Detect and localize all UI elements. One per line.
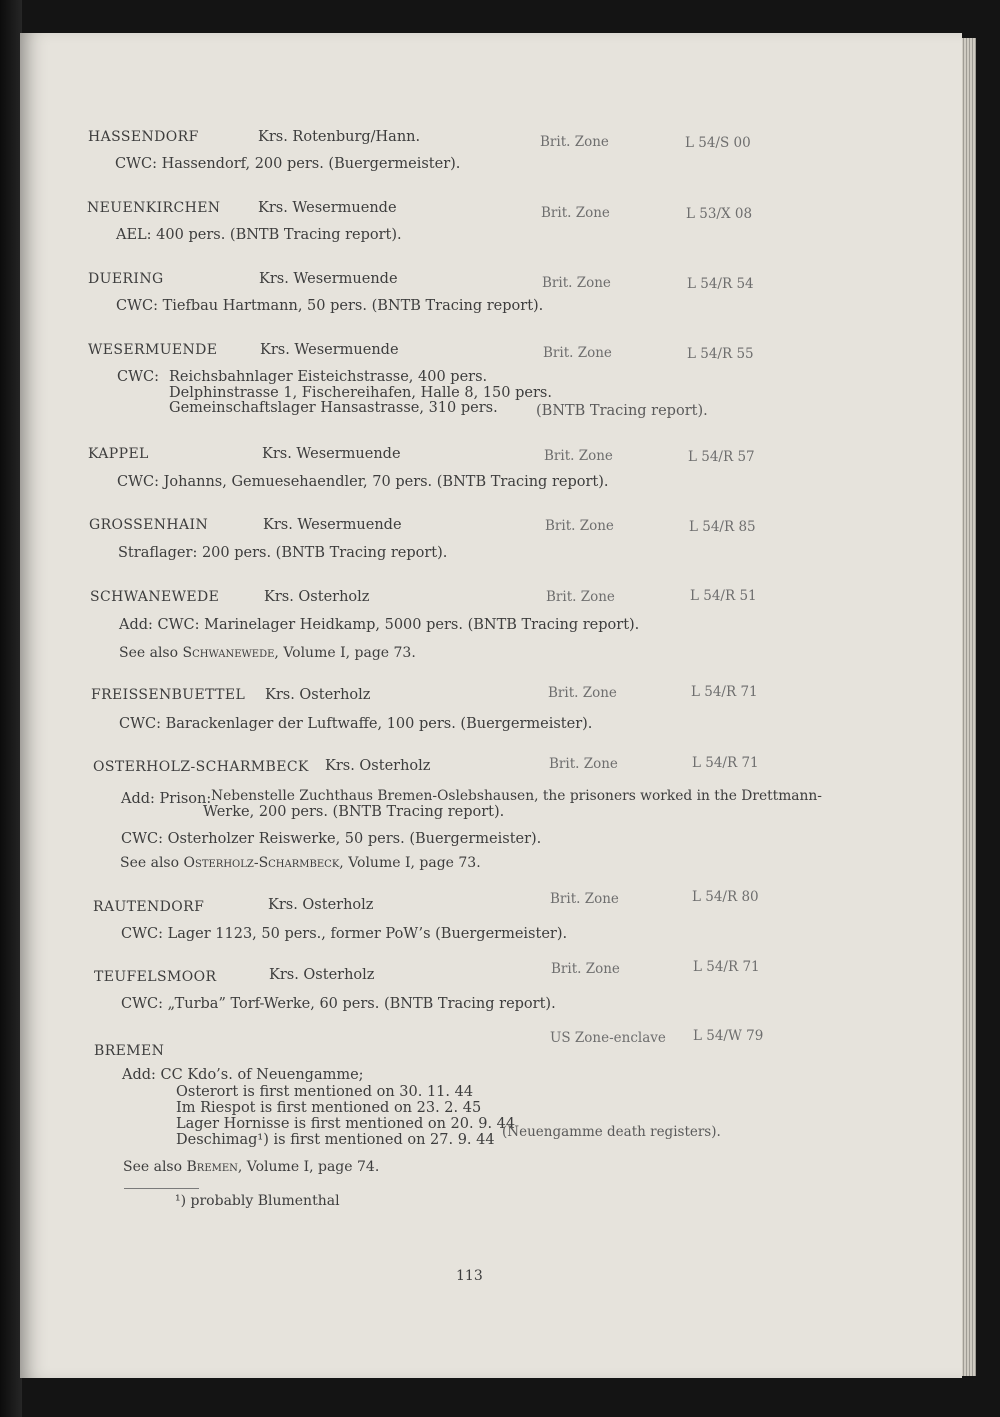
detail-line: Delphinstrasse 1, Fischereihafen, Halle 8, 150 pers. [169, 385, 552, 401]
header-line: Add: CC Kdo’s. of Neuengamme; [122, 1067, 364, 1083]
grid-ref: L 54/R 71 [693, 959, 760, 975]
grid-ref: L 54/S 00 [685, 135, 751, 151]
detail-line: CWC: Osterholzer Reiswerke, 50 pers. (Buergermeister). [121, 831, 542, 847]
district: Krs. Osterholz [264, 589, 370, 605]
zone: Brit. Zone [542, 275, 611, 291]
detail-line: Lager Hornisse is first mentioned on 20. 9. 44 [176, 1116, 516, 1132]
see-also: See also Osterholz-Scharmbeck, Volume I, page 73. [120, 855, 481, 871]
source-note: (Neuengamme death registers). [502, 1124, 721, 1140]
detail-line: CWC: Tiefbau Hartmann, 50 pers. (BNTB Tracing report). [116, 298, 544, 314]
source-note: (BNTB Tracing report). [536, 403, 708, 419]
zone: Brit. Zone [549, 756, 618, 772]
grid-ref: L 54/W 79 [693, 1028, 764, 1044]
district: Krs. Osterholz [325, 758, 431, 774]
district: Krs. Wesermuende [258, 200, 397, 216]
detail-line: Straflager: 200 pers. (BNTB Tracing report). [118, 545, 448, 561]
grid-ref: L 54/R 80 [692, 889, 759, 905]
grid-ref: L 54/R 71 [691, 684, 758, 700]
grid-ref: L 54/R 71 [692, 755, 759, 771]
grid-ref: L 53/X 08 [686, 206, 753, 222]
see-also-name: Schwanewede [182, 645, 275, 661]
see-also: See also Bremen, Volume I, page 74. [123, 1159, 380, 1175]
district: Krs. Wesermuende [259, 271, 398, 287]
district: Krs. Wesermuende [262, 446, 401, 462]
zone: Brit. Zone [546, 589, 615, 605]
district: Krs. Osterholz [269, 967, 375, 983]
grid-ref: L 54/R 57 [688, 449, 755, 465]
detail-line: Osterort is first mentioned on 30. 11. 44 [176, 1084, 474, 1100]
footnote-rule [124, 1188, 199, 1189]
place-name: NEUENKIRCHEN [87, 200, 221, 216]
place-name: FREISSENBUETTEL [91, 687, 246, 703]
see-also-name: Osterholz-Scharmbeck [183, 855, 340, 871]
zone: Brit. Zone [550, 891, 619, 907]
page-number: 113 [456, 1268, 483, 1284]
prison-label: Add: Prison: [121, 791, 212, 807]
grid-ref: L 54/R 54 [687, 276, 754, 292]
detail-line: Deschimag¹) is first mentioned on 27. 9. 44 [176, 1132, 495, 1148]
district: Krs. Rotenburg/Hann. [258, 129, 421, 145]
zone: Brit. Zone [541, 205, 610, 221]
book-binding [0, 0, 22, 1417]
prison-line: Nebenstelle Zuchthaus Bremen-Oslebshausen, the prisoners worked in the Drettmann- [211, 788, 822, 804]
see-also-name: Bremen [186, 1159, 238, 1175]
detail-line: CWC: „Turba” Torf-Werke, 60 pers. (BNTB Tracing report). [121, 996, 556, 1012]
place-name: TEUFELSMOOR [94, 969, 217, 985]
zone: Brit. Zone [551, 961, 620, 977]
zone: Brit. Zone [545, 518, 614, 534]
place-name: WESERMUENDE [88, 342, 218, 358]
place-name: BREMEN [94, 1043, 165, 1059]
detail-line: Reichsbahnlager Eisteichstrasse, 400 pers. [169, 369, 488, 385]
prison-line: Werke, 200 pers. (BNTB Tracing report). [203, 804, 505, 820]
detail-line: Im Riespot is first mentioned on 23. 2. 45 [176, 1100, 482, 1116]
detail-line: Add: CWC: Marinelager Heidkamp, 5000 pers. (BNTB Tracing report). [119, 617, 640, 633]
detail-line: CWC: Johanns, Gemuesehaendler, 70 pers. (BNTB Tracing report). [117, 474, 609, 490]
place-name: SCHWANEWEDE [90, 589, 220, 605]
place-name: GROSSENHAIN [89, 517, 209, 533]
place-name: OSTERHOLZ-SCHARMBECK [93, 759, 309, 775]
see-also: See also Schwanewede, Volume I, page 73. [119, 645, 416, 661]
zone: US Zone-enclave [550, 1030, 666, 1046]
grid-ref: L 54/R 51 [690, 588, 757, 604]
book-page [20, 33, 962, 1378]
detail-line: CWC: Hassendorf, 200 pers. (Buergermeister). [115, 156, 461, 172]
district: Krs. Osterholz [268, 897, 374, 913]
place-name: HASSENDORF [88, 129, 199, 145]
detail-line: AEL: 400 pers. (BNTB Tracing report). [116, 227, 402, 243]
detail-label: CWC: [117, 369, 159, 385]
detail-line: CWC: Lager 1123, 50 pers., former PoW’s (Buergermeister). [121, 926, 568, 942]
detail-line: CWC: Barackenlager der Luftwaffe, 100 pers. (Buergermeister). [119, 716, 593, 732]
zone: Brit. Zone [543, 345, 612, 361]
district: Krs. Osterholz [265, 687, 371, 703]
place-name: RAUTENDORF [93, 899, 205, 915]
zone: Brit. Zone [544, 448, 613, 464]
zone: Brit. Zone [540, 134, 609, 150]
place-name: DUERING [88, 271, 164, 287]
grid-ref: L 54/R 85 [689, 519, 756, 535]
place-name: KAPPEL [88, 446, 149, 462]
district: Krs. Wesermuende [263, 517, 402, 533]
footnote: ¹) probably Blumenthal [175, 1193, 340, 1209]
zone: Brit. Zone [548, 685, 617, 701]
detail-line: Gemeinschaftslager Hansastrasse, 310 pers. [169, 400, 498, 416]
district: Krs. Wesermuende [260, 342, 399, 358]
grid-ref: L 54/R 55 [687, 346, 754, 362]
